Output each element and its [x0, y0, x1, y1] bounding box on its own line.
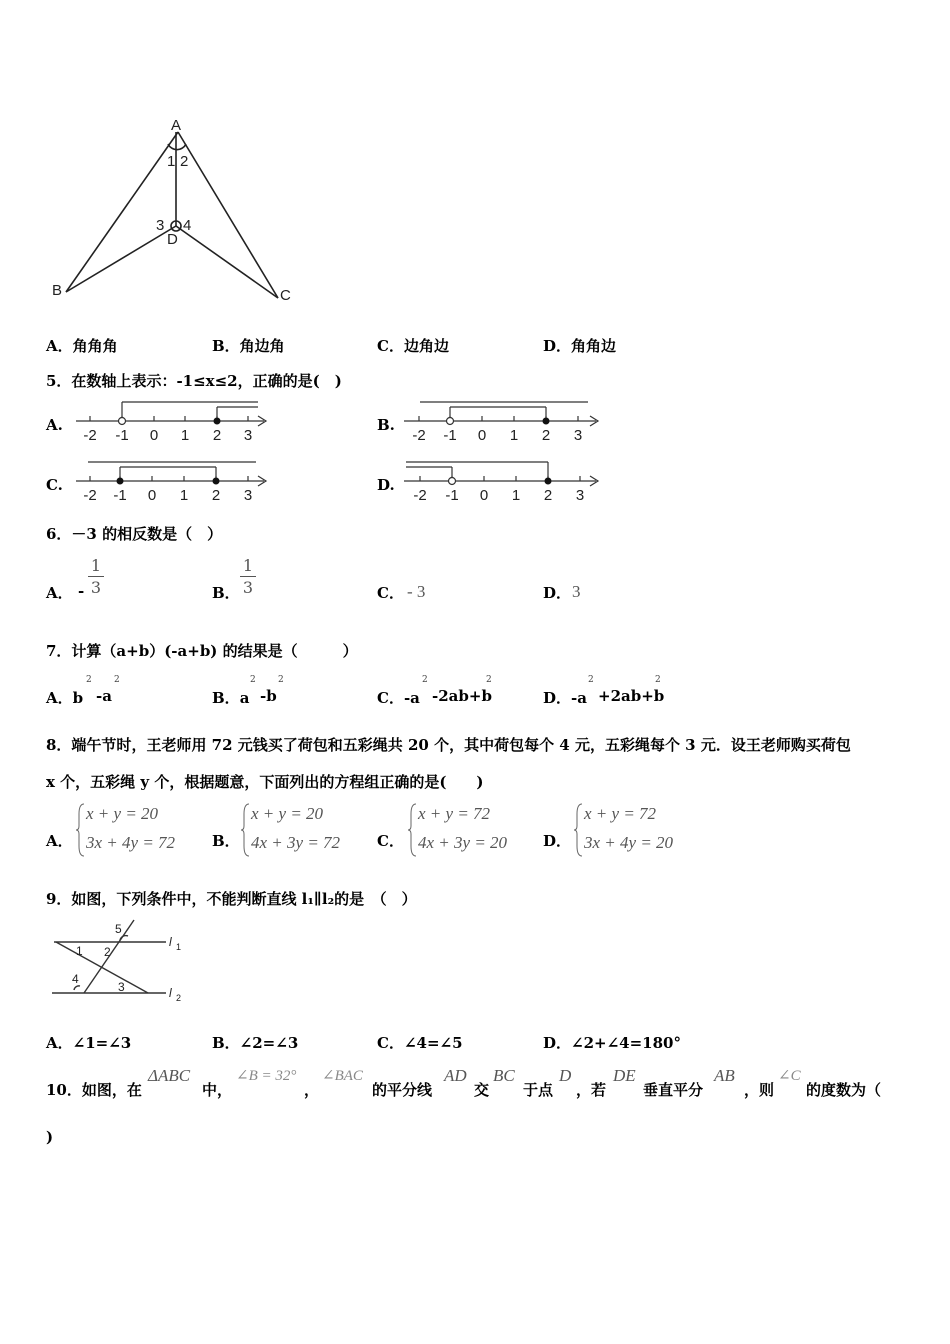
- q9-option-d[interactable]: D．∠2+∠4=180°: [543, 1034, 681, 1052]
- q4-figure: [40, 110, 310, 315]
- q4-option-c[interactable]: C．边角边: [377, 337, 449, 355]
- q5-option-d-letter[interactable]: D.: [377, 476, 395, 494]
- q8-option-a-eq1: x + y = 20: [86, 804, 159, 823]
- q7-option-a[interactable]: [46, 687, 83, 708]
- q10-text-4: 的平分线: [372, 1081, 433, 1099]
- q9-label-1: 1: [76, 944, 83, 958]
- q8-option-d-letter[interactable]: D．: [543, 832, 572, 850]
- q8-option-c-brace: [408, 802, 418, 858]
- q8-option-b-brace: [241, 802, 251, 858]
- q9-option-c[interactable]: C．∠4=∠5: [377, 1034, 463, 1052]
- exponent: 2: [86, 675, 92, 685]
- q5-option-c-letter[interactable]: C.: [46, 476, 63, 494]
- q9-stem: 9．如图，下列条件中，不能判断直线 l₁∥l₂的是 （ ）: [46, 890, 417, 908]
- q5-d-open-dot: [449, 478, 456, 485]
- q6-option-b-letter[interactable]: B．: [212, 584, 240, 602]
- option-letter: A．: [46, 689, 73, 707]
- q9-arc-4: [74, 986, 80, 990]
- q8-option-a-letter[interactable]: A．: [46, 832, 73, 850]
- q10-text-7: ，若: [576, 1081, 607, 1099]
- q10-math-angle-b: ∠B = 32°: [236, 1068, 297, 1084]
- q9-option-b[interactable]: B．∠2=∠3: [212, 1034, 299, 1052]
- term: b: [72, 689, 84, 707]
- q4-line-db: [66, 226, 176, 292]
- q4-option-a[interactable]: A．角角角: [46, 337, 118, 355]
- q6-option-a-letter[interactable]: A．: [46, 584, 73, 602]
- q5-c-tick: 2: [211, 487, 221, 504]
- q4-line-ac: [178, 132, 278, 298]
- q9-label-2: 2: [104, 945, 111, 959]
- q5-stem: 5．在数轴上表示：-1≤x≤2，正确的是( ): [46, 372, 342, 390]
- exponent: 2: [114, 675, 120, 685]
- q10-text-5: 交: [474, 1081, 490, 1099]
- q10-text-6: 于点: [523, 1081, 554, 1099]
- q5-a-tick: 1: [180, 427, 190, 444]
- q5-d-tick: 0: [479, 487, 489, 504]
- q8-stem-line2: x 个，五彩绳 y 个，根据题意，下面列出的方程组正确的是( ): [46, 773, 484, 791]
- q9-option-a[interactable]: A．∠1=∠3: [46, 1034, 132, 1052]
- q9-label-3: 3: [118, 980, 125, 994]
- q10-text-line2: ): [46, 1128, 54, 1146]
- q5-option-d-numberline[interactable]: [402, 456, 607, 506]
- option-letter: B．: [212, 689, 240, 707]
- q6-stem: 6．－3 的相反数是（ ）: [46, 525, 223, 543]
- q4-label-d: D: [167, 231, 178, 248]
- term: a: [239, 689, 250, 707]
- term: -b: [260, 687, 277, 705]
- q4-angle-arc-a: [168, 144, 186, 150]
- q8-option-c-eq2: 4x + 3y = 20: [418, 833, 508, 852]
- q4-line-dc: [176, 226, 278, 298]
- q7-option-c[interactable]: [377, 687, 420, 708]
- term: -a: [403, 689, 420, 707]
- q5-option-b-numberline[interactable]: [402, 396, 607, 446]
- q8-option-b-letter[interactable]: B．: [212, 832, 240, 850]
- q8-option-c-letter[interactable]: C．: [377, 832, 404, 850]
- q10-math-ab: AB: [714, 1066, 735, 1085]
- q5-a-closed-dot: [214, 418, 221, 425]
- q10-math-ad: AD: [444, 1066, 467, 1085]
- exponent: 2: [422, 675, 428, 685]
- q5-a-tick: 0: [149, 427, 159, 444]
- q5-a-tick: -1: [115, 427, 129, 444]
- q5-d-tick: 1: [511, 487, 521, 504]
- q6-option-c-value: - 3: [407, 582, 426, 601]
- numerator: 1: [90, 556, 102, 575]
- q5-b-closed-dot: [543, 418, 550, 425]
- q5-c-tick: 1: [179, 487, 189, 504]
- q5-a-open-dot: [119, 418, 126, 425]
- q4-label-b: B: [52, 282, 63, 299]
- q10-text-1: 10．如图，在: [46, 1081, 142, 1099]
- q7-option-d[interactable]: [543, 687, 587, 708]
- numerator: 1: [242, 556, 254, 575]
- q4-option-d[interactable]: D．角角边: [543, 337, 617, 355]
- q4-line-ab: [66, 132, 178, 292]
- q5-b-tick: 2: [541, 427, 551, 444]
- denominator: 3: [90, 578, 102, 597]
- exponent: 2: [655, 675, 661, 685]
- q4-label-1: 1: [167, 153, 176, 170]
- q5-d-tick: 3: [575, 487, 585, 504]
- q5-c-tick: -1: [113, 487, 127, 504]
- q4-label-3: 3: [156, 217, 165, 234]
- q10-math-de: DE: [613, 1066, 636, 1085]
- q8-option-c-eq1: x + y = 72: [418, 804, 491, 823]
- q5-c-tick: -2: [83, 487, 97, 504]
- q10-text-3: ，: [304, 1081, 320, 1099]
- q4-label-c: C: [280, 287, 291, 304]
- q6-option-b-fraction: [240, 556, 256, 597]
- q8-option-b-eq2: 4x + 3y = 72: [251, 833, 341, 852]
- q5-b-tick: 3: [573, 427, 583, 444]
- q6-option-a-sign: -: [78, 582, 85, 600]
- q5-a-tick: 2: [212, 427, 222, 444]
- denominator: 3: [242, 578, 254, 597]
- q8-option-b-eq1: x + y = 20: [251, 804, 324, 823]
- q7-option-b[interactable]: [212, 687, 249, 708]
- q5-a-tick: 3: [243, 427, 253, 444]
- exponent: 2: [588, 675, 594, 685]
- q5-c-tick: 0: [147, 487, 157, 504]
- q5-b-tick: -2: [412, 427, 426, 444]
- q10-math-bc: BC: [493, 1066, 515, 1085]
- q9-label-l1-sub: 1: [176, 942, 182, 952]
- q10-math-angle-bac: ∠BAC: [322, 1068, 363, 1084]
- exponent: 2: [486, 675, 492, 685]
- term: -a: [96, 687, 112, 705]
- q10-text-8: 垂直平分: [643, 1081, 704, 1099]
- term: -2ab+b: [432, 687, 492, 705]
- q10-math-d: D: [559, 1066, 572, 1085]
- q8-option-a-eq2: 3x + 4y = 72: [86, 833, 176, 852]
- q5-option-c-numberline[interactable]: [72, 456, 277, 506]
- q9-figure: [48, 918, 198, 1008]
- q5-c-closed-dot-right: [213, 478, 220, 485]
- q6-option-d-value: 3: [572, 582, 581, 601]
- option-letter: C．: [377, 689, 404, 707]
- q10-text-2: 中，: [202, 1081, 233, 1099]
- q5-c-closed-dot-left: [117, 478, 124, 485]
- exponent: 2: [278, 675, 284, 685]
- term: -a: [571, 689, 587, 707]
- q4-option-b[interactable]: B．角边角: [212, 337, 285, 355]
- q5-a-tick: -2: [83, 427, 97, 444]
- q6-option-d-letter[interactable]: D．: [543, 584, 572, 602]
- q5-d-closed-dot: [545, 478, 552, 485]
- q9-label-l2-sub: 2: [176, 993, 182, 1003]
- fraction-bar: [240, 576, 256, 577]
- q5-c-tick: 3: [243, 487, 253, 504]
- q10-text-9: ，则: [744, 1081, 775, 1099]
- q5-b-open-dot: [447, 418, 454, 425]
- q5-b-tick: 0: [477, 427, 487, 444]
- option-letter: D．: [543, 689, 572, 707]
- exponent: 2: [250, 675, 256, 685]
- q9-label-l1: l: [169, 935, 172, 949]
- q5-d-tick: 2: [543, 487, 553, 504]
- q5-option-a-numberline[interactable]: [72, 396, 277, 446]
- q6-option-c-letter[interactable]: C．: [377, 584, 404, 602]
- q8-option-d-eq1: x + y = 72: [584, 804, 657, 823]
- q4-label-a: A: [171, 117, 182, 134]
- q8-stem-line1: 8．端午节时，王老师用 72 元钱买了荷包和五彩绳共 20 个，其中荷包每个 4 元，五彩绳每个 3 元．设王老师购买荷包: [46, 736, 851, 754]
- fraction-bar: [88, 576, 104, 577]
- q6-option-a-fraction: [88, 556, 104, 597]
- q7-stem: 7．计算（a+b）(-a+b) 的结果是（ ）: [46, 642, 358, 660]
- q8-option-d-eq2: 3x + 4y = 20: [584, 833, 674, 852]
- q4-label-4: 4: [183, 217, 192, 234]
- q5-b-tick: -1: [443, 427, 457, 444]
- q5-option-a-letter[interactable]: A.: [46, 416, 63, 434]
- q10-math-triangle: ΔABC: [148, 1066, 191, 1085]
- q5-d-tick: -1: [445, 487, 459, 504]
- q9-label-4: 4: [72, 972, 79, 986]
- q5-b-tick: 1: [509, 427, 519, 444]
- q9-label-5: 5: [115, 922, 122, 936]
- q5-option-b-letter[interactable]: B.: [377, 416, 395, 434]
- term: +2ab+b: [598, 687, 665, 705]
- q8-option-d-brace: [574, 802, 584, 858]
- q5-d-tick: -2: [413, 487, 427, 504]
- q10-text-10: 的度数为（: [806, 1081, 882, 1099]
- q9-label-l2: l: [169, 986, 172, 1000]
- q10-math-angle-c: ∠C: [778, 1068, 801, 1084]
- q4-label-2: 2: [180, 153, 189, 170]
- q8-option-a-brace: [76, 802, 86, 858]
